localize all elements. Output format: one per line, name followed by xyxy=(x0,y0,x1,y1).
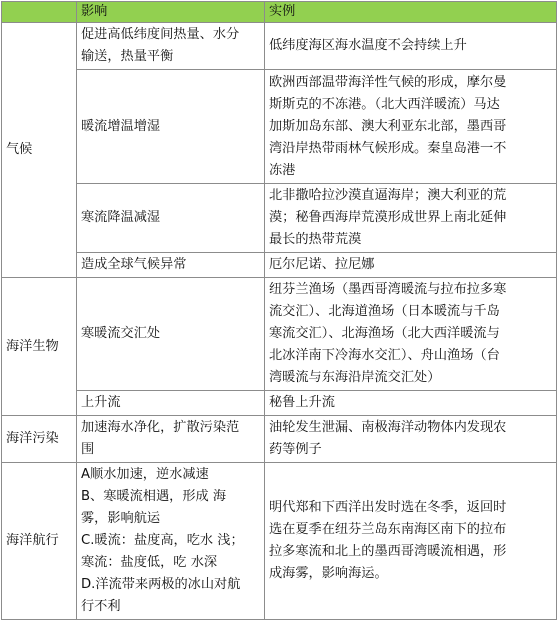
example-cell xyxy=(265,463,557,620)
header-category-cell xyxy=(2,2,77,23)
example-cell xyxy=(265,70,557,184)
table-row xyxy=(2,184,557,253)
table-row xyxy=(2,463,557,620)
effect-cell xyxy=(77,184,265,253)
category-cell-marine-life: 海洋生物 xyxy=(2,278,77,416)
effect-cell xyxy=(77,278,265,391)
header-effect-cell: 影响 xyxy=(77,2,265,23)
example-cell xyxy=(265,391,557,416)
example-text: 北非撒哈拉沙漠直逼海岸；澳大利亚的荒 漠；秘鲁西海岸荒漠形成世界上南北延伸 最长的热带荒漠 xyxy=(269,188,507,247)
table-row xyxy=(2,23,557,70)
example-cell xyxy=(265,23,557,70)
example-cell xyxy=(265,278,557,391)
effect-text: 寒暖流交汇处 xyxy=(81,326,161,341)
example-text: 厄尔尼诺、拉尼娜 xyxy=(269,257,375,272)
category-cell-marine-pollution: 海洋污染 xyxy=(2,416,77,463)
header-example-cell: 实例 xyxy=(265,2,557,23)
table-row xyxy=(2,416,557,463)
effect-point-d: D.洋流带来两极的冰山对航 行不利 xyxy=(81,577,241,614)
effect-text: 暖流增温增湿 xyxy=(81,118,161,134)
header-row xyxy=(2,2,557,23)
example-text: 油轮发生泄漏、南极海洋动物体内发现农 药等例子 xyxy=(269,420,507,457)
example-cell xyxy=(265,184,557,253)
example-cell xyxy=(265,416,557,463)
table-row xyxy=(2,278,557,391)
category-cell-navigation: 海洋航行 xyxy=(2,463,77,620)
example-text: 纽芬兰渔场（墨西哥湾暖流与拉布拉多寒 流交汇）、北海道渔场（日本暖流与千岛 寒流交汇）、北海渔场（北大西洋暖流与 北冰洋南下冷海水交汇）、舟山渔场（台 湾暖流与东海沿岸流交汇处） xyxy=(269,282,507,385)
ocean-current-influence-table xyxy=(1,1,557,620)
example-text: 欧洲西部温带海洋性气候的形成，摩尔曼 斯斯克的不冻港。（北大西洋暖流）马达 加斯加岛东部、澳大利亚东北部，墨西哥 湾沿岸热带雨林气候形成。秦皇岛港一不 冻港 xyxy=(269,74,507,178)
effect-cell xyxy=(77,253,265,278)
effect-cell xyxy=(77,416,265,463)
effect-point-b: B、寒暖流相遇，形成 海 雾，影响航运 xyxy=(81,489,227,526)
effect-text: 加速海水净化，扩散污染范 围 xyxy=(81,420,240,457)
example-text: 明代郑和下西洋出发时选在冬季，返回时 选在夏季在纽芬兰岛东南海区南下的拉布 拉多寒流和北上的墨西哥湾暖流相遇，形 成海雾，影响海运。 xyxy=(269,500,507,581)
effect-text: 上升流 xyxy=(81,395,121,410)
effect-point-a: A顺水加速，逆水减速 xyxy=(81,467,209,482)
example-cell xyxy=(265,253,557,278)
effect-text: 寒流降温减湿 xyxy=(81,210,161,225)
effect-cell xyxy=(77,391,265,416)
category-cell-climate: 气候 xyxy=(2,23,77,278)
example-text: 秘鲁上升流 xyxy=(269,395,335,410)
effect-text: 造成全球气候异常 xyxy=(81,257,187,272)
effect-cell xyxy=(77,463,265,620)
example-text: 低纬度海区海水温度不会持续上升 xyxy=(269,38,467,53)
effect-cell xyxy=(77,70,265,184)
effect-cell xyxy=(77,23,265,70)
table-row xyxy=(2,391,557,416)
table-row xyxy=(2,70,557,184)
table-row xyxy=(2,253,557,278)
effect-text: 促进高低纬度间热量、水分 输送，热量平衡 xyxy=(81,27,240,64)
effect-point-c: C.暖流：盐度高，吃水 浅； 寒流：盐度低，吃 水深 xyxy=(81,533,244,570)
